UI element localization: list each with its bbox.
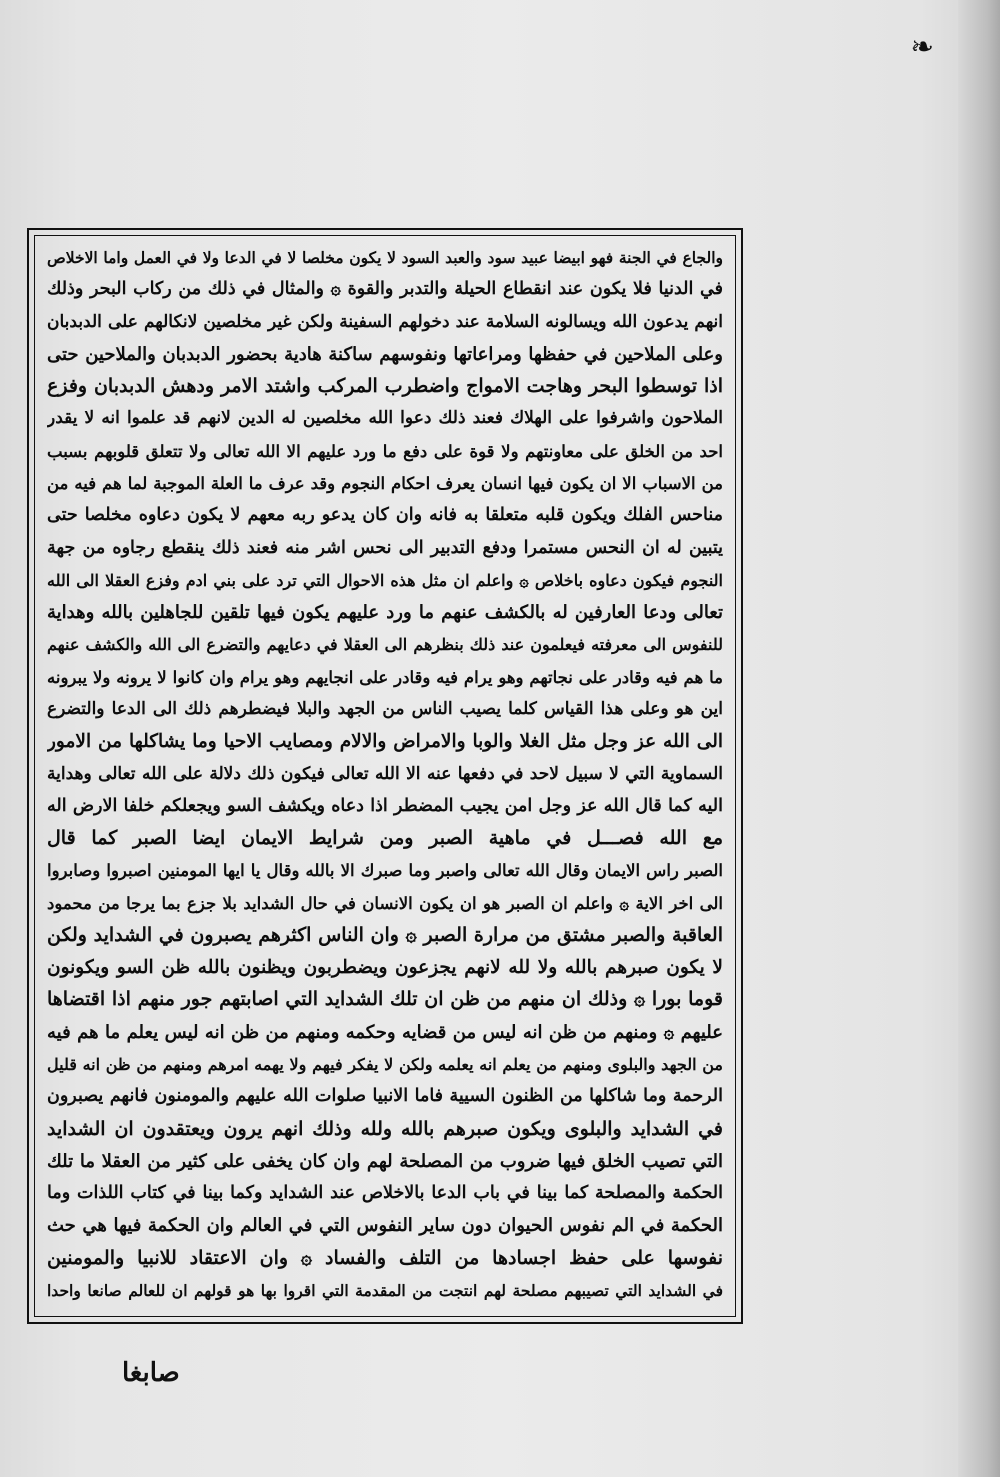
text-line: من الاسباب الا ان يكون فيها انسان يعرف احكام النجوم وقد عرف ما العلة الموجبة لما هم فيه من: [47, 473, 723, 493]
text-line: نفوسها على حفظ اجسادها من التلف والفساد ۞ وان الاعتقاد للانبيا والمومنين: [47, 1246, 723, 1269]
corner-ornament: ❧: [910, 30, 934, 63]
text-line: عليهم ۞ ومنهم من ظن انه ليس من قضايه وحكمه ومنهم من ظن انه ليس يعلم ما هم فيه: [47, 1021, 723, 1043]
text-line: من الجهد والبلوى ومنهم من يعلم انه يعلمه ولكن لا يفكر فيهم ولا يهمه امرهم ومنهم من ظن انه قليل: [47, 1055, 723, 1075]
text-frame: [27, 228, 743, 1324]
text-line: في الشدايد التي تصيبهم مصلحة لهم انتجت من المقدمة التي اقروا بها هو قولهم ان للعالم صانعا واحدا: [47, 1281, 723, 1300]
text-line: الرحمة وما شاكلها من الظنون السيية فاما الانبيا صلوات الله عليهم والمومنون فانهم يصبرون: [47, 1086, 723, 1107]
text-line: اين هو وعلى هذا القياس كلما يصيب الناس من الجهد والبلا فيضطرهم ذلك الى الدعا والتضرع: [47, 698, 723, 719]
catchword: صابغا: [122, 1358, 180, 1388]
text-line: في الدنيا فلا يكون عند انقطاع الحيلة والتدبر والقوة ۞ والمثال في ذلك من ركاب البحر وذلك: [47, 279, 723, 300]
text-line: مناحس الفلك ويكون قلبه متعلقا به فانه وان كان يدعو ربه معهم لا يكون دعاوه مخلصا حتى: [47, 505, 723, 526]
text-line: لا يكون صبرهم بالله ولا لله لانهم يجزعون ويضطربون ويظنون بالله ظن السو ويكونون: [47, 957, 723, 979]
text-line: اليه كما قال الله عز وجل امن يجيب المضطر اذا دعاه ويكشف السو ويجعلكم خلفا الارض اله: [47, 795, 723, 816]
text-line: الى الله عز وجل مثل الغلا والوبا والامراض والالام ومصايب الاحيا وما يشاكلها من الامور: [47, 731, 723, 753]
text-line: الحكمة في الم نفوس الحيوان دون ساير النفوس التي في العالم وان الحكمة فيها هي حث: [47, 1215, 723, 1237]
text-block: [47, 242, 723, 1306]
text-line: ما هم فيه وقادر على نجاتهم وهو يرام فيه وقادر على انجايهم وهو يرام وان كانوا لا يرونه ولا يبرونه: [47, 667, 723, 687]
text-line: قوما بورا ۞ وذلك ان منهم من ظن ان تلك الشدايد التي اصابتهم جور منهم اذا اقتضاها: [47, 988, 723, 1011]
page-edge: [958, 0, 1000, 1477]
text-line: في الشدايد والبلوى ويكون صبرهم بالله ولله وذلك انهم يرون ويعتقدون ان الشدايد: [47, 1117, 723, 1140]
text-line: الحكمة والمصلحة كما بينا في باب الدعا بالاخلاص عند الشدايد وكما بينا في كتاب اللذات وما: [47, 1183, 723, 1204]
text-line: الملاحون واشرفوا على الهلاك فعند ذلك دعوا الله مخلصين له الدين لانهم قد علموا انه لا يقدر: [47, 408, 723, 429]
text-line: النجوم فيكون دعاوه باخلاص ۞ واعلم ان مثل هذه الاحوال التي ترد على بني ادم وفزع العقلا الى الله: [47, 570, 723, 590]
text-line: التي تصيب الخلق فيها ضروب من المصلحة لهم وان كان يخفى على كثير من العقلا ما تلك: [47, 1150, 723, 1172]
text-line: الى اخر الاية ۞ واعلم ان الصبر هو ان يكون الانسان في حال الشدايد بلا جزع بما يرجا من محمود: [47, 893, 723, 913]
text-line: انهم يدعون الله ويسالونه السلامة عند دخولهم السفينة ولكن غير مخلصين لانكالهم على الدبدبان: [47, 311, 723, 332]
text-line: اذا توسطوا البحر وهاجت الامواج واضطرب المركب واشتد الامر ودهش الدبدبان وفزع: [47, 375, 723, 398]
section-heading-line: مع الله فصـــل في ماهية الصبر ومن شرايط الايمان ايضا الصبر كما قال: [47, 827, 723, 850]
text-line: وعلى الملاحين في حفظها ومراعاتها ونفوسهم ساكنة هادية بحضور الدبدبان والملاحين حتى: [47, 343, 723, 365]
text-frame-inner: [34, 235, 736, 1317]
text-line: السماوية التي لا سبيل لاحد في دفعها عنه الا الله تعالى فيكون ذلك دلالة على الله تعالى وهداية: [47, 763, 723, 784]
text-line: الصبر راس الايمان وقال الله تعالى واصبر وما صبرك الا بالله وقال يا ايها المومنين اصبروا وصابروا: [47, 861, 723, 881]
text-line: والجاع في الجنة فهو ابيضا عبيد سود والعبد السود لا يكون مخلصا لا في الدعا ولا في العمل واما الاخلاص: [47, 248, 723, 267]
text-line: احد من الخلق على معاونتهم ولا قوة على دفع ما ورد عليهم الا الله تعالى ولا تتعلق قلوبهم بسبب: [47, 441, 723, 461]
text-line: العاقبة والصبر مشتق من مرارة الصبر ۞ وان الناس اكثرهم يصبرون في الشدايد ولكن: [47, 923, 723, 946]
text-line: للنفوس الى معرفته فيعلمون عند ذلك بنظرهم الى العقلا في دعايهم والتضرع الى الله والكشف عنهم: [47, 635, 723, 655]
text-line: تعالى ودعا العارفين له بالكشف عنهم ما ورد عليهم يكون فيها تلقين للجاهلين بالله وهداية: [47, 602, 723, 624]
text-line: يتبين له ان النحس مستمرا ودفع التدبير الى نحس اشر منه فعند ذلك ينقطع رجاوه من جهة: [47, 537, 723, 558]
